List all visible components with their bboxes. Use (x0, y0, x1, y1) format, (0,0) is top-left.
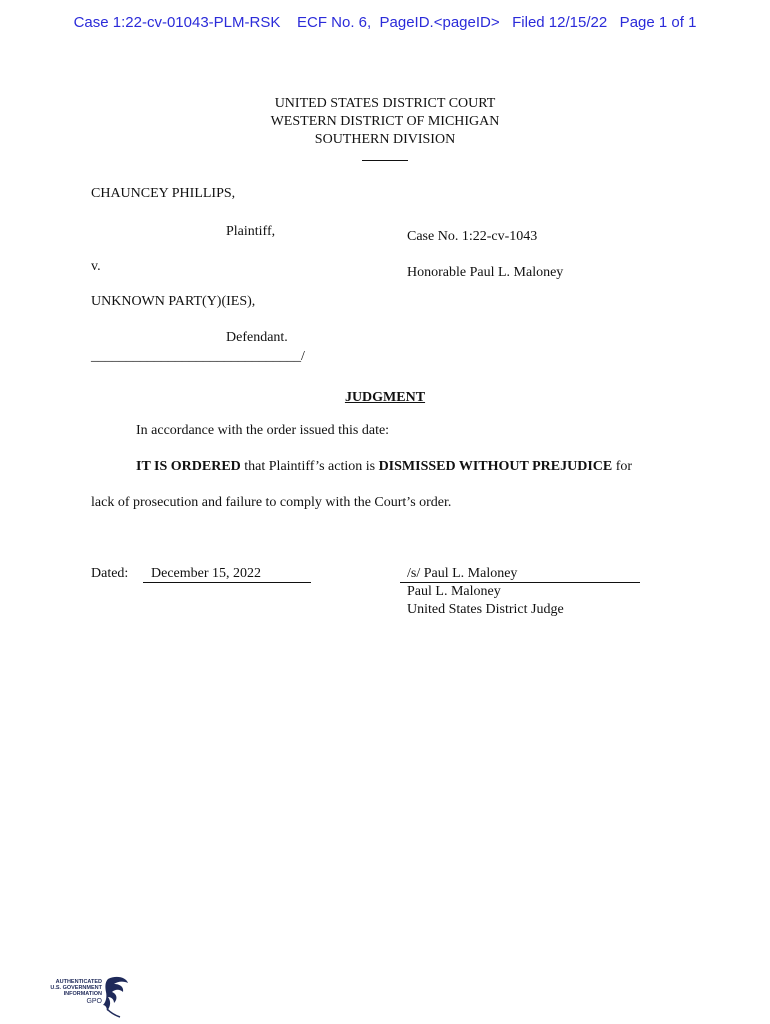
signing-date: December 15, 2022 (151, 566, 262, 581)
versus: v. (91, 259, 101, 274)
order-mid-text: that Plaintiff’s action is (240, 459, 379, 474)
judge-signature-name: Paul L. Maloney (407, 584, 501, 599)
date-underline (143, 582, 311, 583)
logo-line-gpo: GPO (86, 998, 102, 1005)
defendant-name: UNKNOWN PART(Y)(IES), (91, 294, 256, 309)
dated-label: Dated: (91, 566, 129, 581)
gpo-authentication-logo (44, 975, 130, 1019)
court-name: UNITED STATES DISTRICT COURT (274, 96, 496, 111)
logo-line-government: U.S. GOVERNMENT (50, 985, 102, 991)
case-number: Case No. 1:22-cv-1043 (407, 229, 538, 244)
ordered-phrase: IT IS ORDERED (136, 459, 241, 474)
court-heading (0, 95, 770, 161)
order-paragraph (136, 459, 632, 475)
judge-title: United States District Judge (407, 602, 564, 617)
caption-divider: ______________________________/ (91, 349, 305, 364)
signature-underline (400, 582, 640, 583)
court-district: WESTERN DISTRICT OF MICHIGAN (270, 114, 500, 129)
judge-name: Honorable Paul L. Maloney (407, 265, 564, 280)
dismissed-phrase: DISMISSED WITHOUT PREJUDICE (378, 459, 613, 474)
ecf-header: Case 1:22-cv-01043-PLM-RSK ECF No. 6, PageID.<pageID> Filed 12/15/22 Page 1 of 1 (73, 14, 697, 31)
logo-line-information: INFORMATION (63, 991, 102, 997)
electronic-signature: /s/ Paul L. Maloney (407, 566, 518, 581)
eagle-icon (102, 975, 130, 1019)
defendant-label: Defendant. (226, 330, 288, 345)
heading-divider (362, 149, 408, 161)
document-title: JUDGMENT (344, 390, 426, 405)
court-division: SOUTHERN DIVISION (314, 132, 456, 147)
logo-line-authenticated: AUTHENTICATED (55, 979, 102, 985)
plaintiff-label: Plaintiff, (226, 224, 276, 239)
order-continuation: lack of prosecution and failure to comply with the Court’s order. (91, 495, 452, 510)
order-end-text: for (612, 459, 633, 474)
plaintiff-name: CHAUNCEY PHILLIPS, (91, 186, 236, 201)
intro-text: In accordance with the order issued this date: (136, 423, 390, 438)
